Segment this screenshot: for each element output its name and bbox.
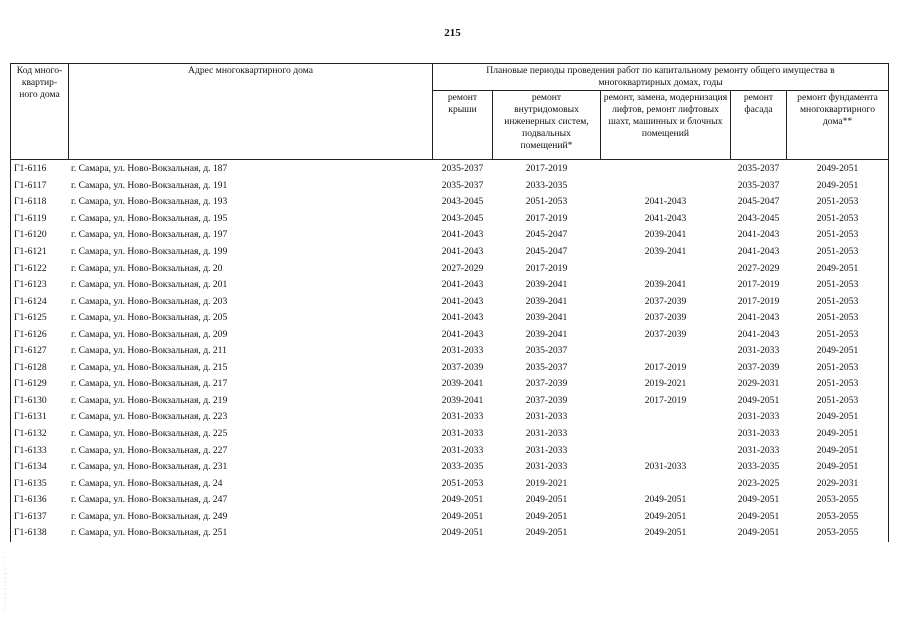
cell-roof: 2035-2037 [441,163,484,175]
cell-address: г. Самара, ул. Ново-Вокзальная, д. 201 [71,279,228,291]
cell-foundation: 2051-2053 [787,326,889,343]
table-row [11,211,889,228]
cell-code: Г1-6117 [11,178,69,195]
header-foundation: ремонт фундамента многоквартирного дома** [787,91,889,160]
cell-foundation: 2051-2053 [787,376,889,393]
cell-code: Г1-6136 [11,492,69,509]
page-number: 215 [444,27,461,39]
cell-roof: 2037-2039 [441,361,484,373]
table-row [11,442,889,459]
cell-systems: 2035-2037 [525,345,568,357]
cell-elevators: 2037-2039 [644,295,687,307]
cell-elevators [601,409,731,426]
cell-roof: 2049-2051 [441,527,484,539]
cell-elevators: 2041-2043 [644,196,687,208]
header-systems: ремонт внутридомовых инженерных систем, подвальных помещений* [493,91,601,160]
cell-address: г. Самара, ул. Ново-Вокзальная, д. 249 [71,510,228,522]
cell-elevators [601,442,731,459]
table-row [11,160,889,178]
cell-facade: 2029-2031 [737,378,780,390]
cell-facade: 2049-2051 [737,527,780,539]
cell-facade: 2031-2033 [737,411,780,423]
cell-systems: 2049-2051 [525,510,568,522]
cell-facade: 2041-2043 [737,229,780,241]
cell-systems: 2049-2051 [525,494,568,506]
table-row [11,178,889,195]
cell-foundation: 2051-2053 [787,244,889,261]
cell-elevators: 2039-2041 [644,279,687,291]
table-row [11,475,889,492]
cell-roof: 2049-2051 [441,494,484,506]
cell-roof: 2039-2041 [441,378,484,390]
cell-foundation: 2029-2031 [787,475,889,492]
cell-elevators: 2041-2043 [644,212,687,224]
cell-facade: 2035-2037 [737,163,780,175]
table-row [11,459,889,476]
cell-facade: 2041-2043 [737,312,780,324]
cell-elevators: 2049-2051 [644,494,687,506]
cell-systems: 2035-2037 [525,361,568,373]
cell-systems: 2039-2041 [525,279,568,291]
cell-systems: 2039-2041 [525,328,568,340]
cell-roof: 2043-2045 [441,212,484,224]
table-row [11,492,889,509]
table-body [11,160,889,542]
cell-code: Г1-6124 [11,293,69,310]
capital-repair-table [10,63,889,542]
cell-roof: 2033-2035 [441,461,484,473]
table-row [11,277,889,294]
cell-address: г. Самара, ул. Ново-Вокзальная, д. 225 [71,428,228,440]
cell-foundation: 2051-2053 [787,211,889,228]
cell-systems: 2031-2033 [525,444,568,456]
cell-roof: 2043-2045 [441,196,484,208]
cell-elevators: 2037-2039 [644,312,687,324]
table-row [11,426,889,443]
cell-address: г. Самара, ул. Ново-Вокзальная, д. 211 [71,345,227,357]
cell-elevators: 2031-2033 [644,461,687,473]
cell-roof: 2031-2033 [441,345,484,357]
cell-elevators: 2037-2039 [644,328,687,340]
cell-foundation: 2051-2053 [787,310,889,327]
cell-systems: 2037-2039 [525,394,568,406]
cell-systems: 2045-2047 [525,229,568,241]
cell-foundation: 2051-2053 [787,277,889,294]
cell-foundation: 2049-2051 [787,160,889,178]
cell-facade: 2049-2051 [737,494,780,506]
cell-foundation: 2051-2053 [787,194,889,211]
cell-foundation: 2051-2053 [787,393,889,410]
cell-address: г. Самара, ул. Ново-Вокзальная, д. 219 [71,394,228,406]
cell-elevators: 2049-2051 [644,510,687,522]
cell-facade: 2043-2045 [737,212,780,224]
cell-elevators: 2017-2019 [644,394,687,406]
cell-roof: 2041-2043 [441,229,484,241]
header-roof: ремонт крыши [433,91,493,160]
cell-address: г. Самара, ул. Ново-Вокзальная, д. 203 [71,295,228,307]
table-row [11,343,889,360]
cell-address: г. Самара, ул. Ново-Вокзальная, д. 199 [71,246,228,257]
cell-address: г. Самара, ул. Ново-Вокзальная, д. 223 [71,411,228,423]
header-elevators: ремонт, замена, модернизация лифтов, ремонт лифтовых шахт, машинных и блочных помещений [601,91,731,160]
cell-facade: 2031-2033 [737,428,780,440]
header-row-top [11,64,889,91]
cell-foundation: 2049-2051 [787,442,889,459]
cell-code: Г1-6120 [11,227,69,244]
cell-facade: 2041-2043 [737,246,780,257]
cell-address: г. Самара, ул. Ново-Вокзальная, д. 251 [71,527,228,539]
table-row [11,227,889,244]
cell-systems: 2045-2047 [525,246,568,257]
cell-facade: 2041-2043 [737,328,780,340]
cell-roof: 2039-2041 [441,394,484,406]
cell-roof: 2027-2029 [441,262,484,274]
cell-roof: 2031-2033 [441,444,484,456]
cell-roof: 2031-2033 [441,411,484,423]
cell-code: Г1-6133 [11,442,69,459]
cell-roof: 2049-2051 [441,510,484,522]
cell-systems: 2039-2041 [525,295,568,307]
cell-elevators [601,426,731,443]
cell-address: г. Самара, ул. Ново-Вокзальная, д. 231 [71,461,228,473]
cell-systems: 2017-2019 [525,262,568,274]
cell-code: Г1-6126 [11,326,69,343]
cell-address: г. Самара, ул. Ново-Вокзальная, д. 227 [71,444,228,456]
cell-facade: 2045-2047 [737,196,780,208]
cell-elevators [601,343,731,360]
cell-facade: 2027-2029 [737,262,780,274]
table-row [11,508,889,525]
cell-address: г. Самара, ул. Ново-Вокзальная, д. 195 [71,212,228,224]
cell-code: Г1-6122 [11,260,69,277]
cell-facade: 2017-2019 [737,279,780,291]
cell-facade: 2033-2035 [737,461,780,473]
cell-systems: 2039-2041 [525,312,568,324]
cell-roof: 2041-2043 [441,246,484,257]
table-row [11,409,889,426]
scan-artifact [2,555,8,615]
table-row [11,525,889,542]
cell-address: г. Самара, ул. Ново-Вокзальная, д. 217 [71,378,228,390]
cell-code: Г1-6116 [11,160,69,178]
cell-elevators: 2039-2041 [644,246,687,257]
cell-systems: 2049-2051 [525,527,568,539]
cell-code: Г1-6118 [11,194,69,211]
table-row [11,310,889,327]
cell-code: Г1-6132 [11,426,69,443]
header-facade: ремонт фасада [731,91,787,160]
cell-systems: 2019-2021 [525,477,568,489]
cell-address: г. Самара, ул. Ново-Вокзальная, д. 191 [71,179,228,191]
header-periods: Плановые периоды проведения работ по капитальному ремонту общего имущества в многоквартирных домах, годы [433,64,889,91]
cell-facade: 2035-2037 [737,179,780,191]
cell-foundation: 2049-2051 [787,343,889,360]
table-row [11,393,889,410]
cell-code: Г1-6128 [11,360,69,377]
cell-elevators: 2039-2041 [644,229,687,241]
cell-roof: 2041-2043 [441,295,484,307]
cell-elevators [601,475,731,492]
table-row [11,326,889,343]
cell-facade: 2031-2033 [737,345,780,357]
cell-systems: 2051-2053 [525,196,568,208]
cell-roof: 2035-2037 [441,179,484,191]
table-row [11,244,889,261]
cell-facade: 2017-2019 [737,295,780,307]
cell-foundation: 2051-2053 [787,293,889,310]
cell-facade: 2049-2051 [737,394,780,406]
cell-code: Г1-6125 [11,310,69,327]
cell-systems: 2031-2033 [525,461,568,473]
cell-foundation: 2053-2055 [787,508,889,525]
cell-systems: 2017-2019 [525,163,568,175]
cell-foundation: 2049-2051 [787,459,889,476]
cell-address: г. Самара, ул. Ново-Вокзальная, д. 193 [71,196,228,208]
cell-code: Г1-6137 [11,508,69,525]
cell-code: Г1-6130 [11,393,69,410]
cell-address: г. Самара, ул. Ново-Вокзальная, д. 209 [71,328,228,340]
header-address: Адрес многоквартирного дома [69,64,433,160]
cell-facade: 2049-2051 [737,510,780,522]
cell-roof: 2041-2043 [441,328,484,340]
cell-code: Г1-6129 [11,376,69,393]
cell-code: Г1-6135 [11,475,69,492]
table-row [11,260,889,277]
cell-roof: 2051-2053 [441,477,484,489]
cell-systems: 2037-2039 [525,378,568,390]
cell-address: г. Самара, ул. Ново-Вокзальная, д. 247 [71,494,228,506]
cell-foundation: 2053-2055 [787,492,889,509]
table-row [11,360,889,377]
cell-foundation: 2051-2053 [787,360,889,377]
cell-address: г. Самара, ул. Ново-Вокзальная, д. 24 [71,477,223,489]
cell-facade: 2031-2033 [737,444,780,456]
cell-foundation: 2053-2055 [787,525,889,542]
cell-code: Г1-6127 [11,343,69,360]
cell-elevators: 2017-2019 [644,361,687,373]
cell-code: Г1-6119 [11,211,69,228]
cell-code: Г1-6121 [11,244,69,261]
cell-roof: 2041-2043 [441,312,484,324]
table-row [11,376,889,393]
cell-foundation: 2049-2051 [787,178,889,195]
cell-code: Г1-6123 [11,277,69,294]
cell-systems: 2033-2035 [525,179,568,191]
cell-elevators [601,260,731,277]
cell-address: г. Самара, ул. Ново-Вокзальная, д. 205 [71,312,228,324]
cell-code: Г1-6134 [11,459,69,476]
cell-roof: 2041-2043 [441,279,484,291]
cell-elevators [601,160,731,178]
cell-foundation: 2049-2051 [787,409,889,426]
cell-roof: 2031-2033 [441,428,484,440]
cell-code: Г1-6131 [11,409,69,426]
table-row [11,293,889,310]
cell-foundation: 2051-2053 [787,227,889,244]
cell-facade: 2023-2025 [737,477,780,489]
cell-systems: 2017-2019 [525,212,568,224]
cell-elevators: 2049-2051 [644,527,687,539]
cell-systems: 2031-2033 [525,428,568,440]
cell-elevators [601,178,731,195]
cell-address: г. Самара, ул. Ново-Вокзальная, д. 20 [71,262,223,274]
cell-elevators: 2019-2021 [644,378,687,390]
header-code: Код много-квартир-ного дома [11,64,69,160]
cell-facade: 2037-2039 [737,361,780,373]
cell-code: Г1-6138 [11,525,69,542]
cell-foundation: 2049-2051 [787,260,889,277]
cell-foundation: 2049-2051 [787,426,889,443]
cell-systems: 2031-2033 [525,411,568,423]
cell-address: г. Самара, ул. Ново-Вокзальная, д. 197 [71,229,228,241]
cell-address: г. Самара, ул. Ново-Вокзальная, д. 215 [71,361,228,373]
cell-address: г. Самара, ул. Ново-Вокзальная, д. 187 [71,163,228,175]
table-row [11,194,889,211]
